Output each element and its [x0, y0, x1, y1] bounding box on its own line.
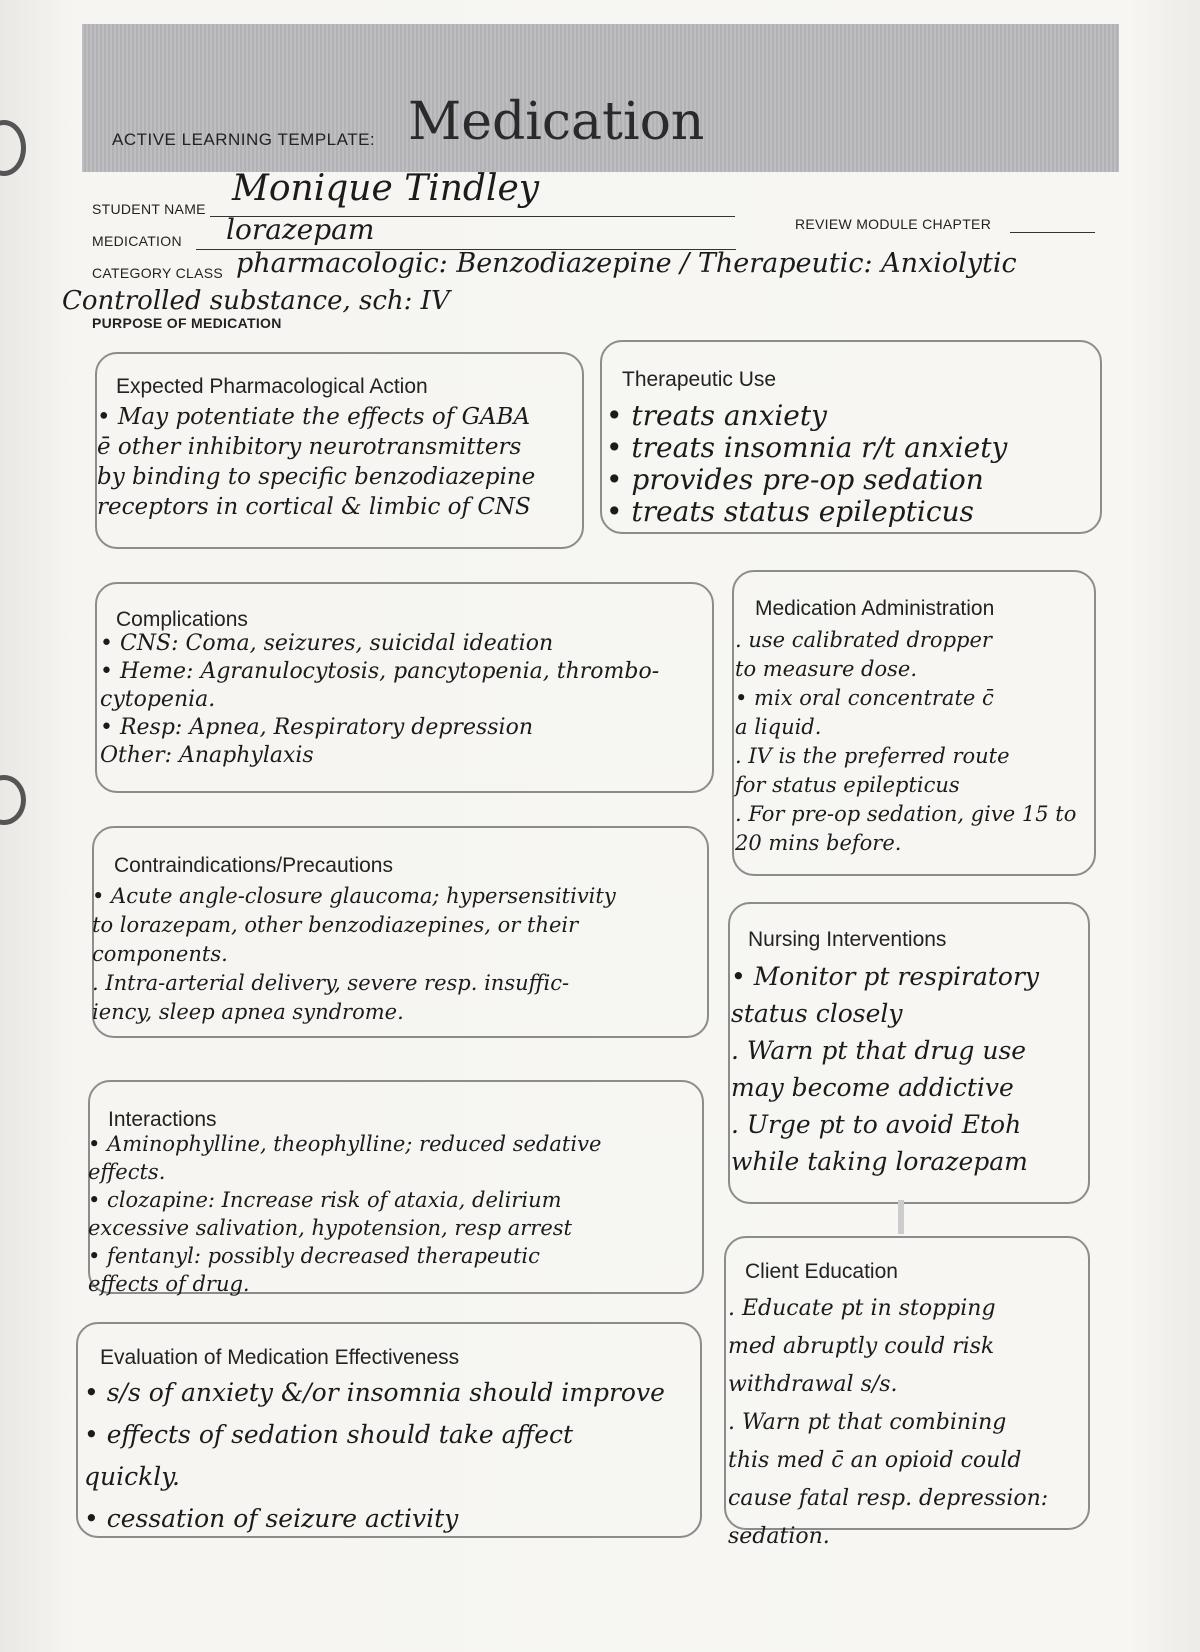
purpose-label: PURPOSE OF MEDICATION [92, 315, 282, 331]
client-education-line: med abruptly could risk [728, 1334, 995, 1359]
evaluation-text [84, 1372, 665, 1540]
contraindications-line: iency, sleep apnea syndrome. [92, 1000, 404, 1024]
client-education-line: this med c̄ an opioid could [728, 1448, 1022, 1473]
evaluation-title: Evaluation of Medication Effectiveness [100, 1346, 460, 1369]
med-admin-line: a liquid. [735, 715, 822, 739]
contraindications-line: components. [92, 942, 228, 966]
contraindications-text [92, 882, 616, 1027]
pharm-action-text [97, 402, 535, 522]
nursing-line: . Warn pt that drug use [731, 1036, 1027, 1065]
contraindications-title: Contraindications/Precautions [114, 854, 393, 877]
therapeutic-use-line: • provides pre-op sedation [606, 463, 984, 496]
interactions-line: effects. [88, 1160, 166, 1184]
interactions-line: effects of drug. [88, 1272, 250, 1296]
med-admin-text [735, 626, 1076, 858]
therapeutic-use-line: • treats status epilepticus [606, 495, 974, 528]
interactions-line: • clozapine: Increase risk of ataxia, delirium [88, 1188, 562, 1212]
pharm-action-line: • May potentiate the effects of GABA [97, 404, 531, 430]
therapeutic-use-line: • treats anxiety [606, 399, 827, 432]
med-admin-line: • mix oral concentrate c̄ [735, 686, 994, 710]
therapeutic-use-line: • treats insomnia r/t anxiety [606, 431, 1008, 464]
client-education-line: . Educate pt in stopping [728, 1296, 996, 1321]
review-module-line [1010, 232, 1095, 233]
nursing-title: Nursing Interventions [748, 928, 947, 951]
med-admin-line: to measure dose. [735, 657, 918, 681]
box-connector [898, 1200, 904, 1234]
complications-line: • CNS: Coma, seizures, suicidal ideation [100, 631, 554, 656]
template-title: Medication [408, 92, 705, 152]
evaluation-line: • s/s of anxiety &/or insomnia should improve [84, 1378, 665, 1407]
nursing-text [731, 958, 1039, 1180]
nursing-line: may become addictive [731, 1073, 1014, 1102]
client-education-title: Client Education [745, 1260, 898, 1283]
nursing-line: status closely [731, 999, 903, 1028]
pharm-action-line: receptors in cortical & limbic of CNS [97, 494, 531, 520]
template-prefix: ACTIVE LEARNING TEMPLATE: [112, 130, 376, 149]
nursing-line: while taking lorazepam [731, 1147, 1028, 1176]
pharm-action-title: Expected Pharmacological Action [116, 375, 428, 398]
evaluation-line: quickly. [84, 1462, 180, 1491]
medication-label: MEDICATION [92, 233, 182, 249]
contraindications-line: . Intra-arterial delivery, severe resp. insuffic- [92, 971, 570, 995]
complications-line: Other: Anaphylaxis [100, 743, 314, 768]
contraindications-line: • Acute angle-closure glaucoma; hypersensitivity [92, 884, 616, 908]
client-education-line: cause fatal resp. depression: [728, 1486, 1049, 1511]
interactions-title: Interactions [108, 1108, 217, 1131]
complications-line: • Resp: Apnea, Respiratory depression [100, 715, 533, 740]
pharm-action-line: ē other inhibitory neurotransmitters [97, 434, 522, 460]
client-education-line: sedation. [728, 1524, 830, 1549]
category-value: pharmacologic: Benzodiazepine / Therapeutic: Anxiolytic [236, 248, 1017, 279]
therapeutic-use-title: Therapeutic Use [622, 368, 777, 391]
therapeutic-use-text [606, 400, 1007, 528]
complications-text [100, 630, 659, 770]
contraindications-line: to lorazepam, other benzodiazepines, or their [92, 913, 579, 937]
med-admin-line: . IV is the preferred route [735, 744, 1010, 768]
evaluation-line: • effects of sedation should take affect [84, 1420, 574, 1449]
category-label: CATEGORY CLASS [92, 265, 224, 281]
medication-value: lorazepam [226, 213, 375, 246]
med-admin-line: for status epilepticus [735, 773, 960, 797]
interactions-line: • fentanyl: possibly decreased therapeutic [88, 1244, 540, 1268]
interactions-line: excessive salivation, hypotension, resp arrest [88, 1216, 572, 1240]
student-name-label: STUDENT NAME [92, 201, 206, 217]
pharm-action-line: by binding to specific benzodiazepine [97, 464, 536, 490]
client-education-line: . Warn pt that combining [728, 1410, 1007, 1435]
med-admin-line: . For pre-op sedation, give 15 to [735, 802, 1077, 826]
med-admin-title: Medication Administration [755, 597, 995, 620]
med-admin-line: . use calibrated dropper [735, 628, 992, 652]
nursing-line: . Urge pt to avoid Etoh [731, 1110, 1022, 1139]
med-admin-line: 20 mins before. [735, 831, 902, 855]
interactions-line: • Aminophylline, theophylline; reduced sedative [88, 1132, 602, 1156]
complications-line: • Heme: Agranulocytosis, pancytopenia, thrombo- [100, 659, 660, 684]
client-education-text [728, 1290, 1048, 1556]
interactions-text [88, 1130, 601, 1298]
controlled-substance: Controlled substance, sch: IV [62, 286, 450, 316]
student-name-value: Monique Tindley [232, 168, 540, 209]
complications-title: Complications [116, 608, 248, 631]
evaluation-line: • cessation of seizure activity [84, 1504, 459, 1533]
nursing-line: • Monitor pt respiratory [731, 962, 1040, 991]
complications-line: cytopenia. [100, 687, 216, 712]
client-education-line: withdrawal s/s. [728, 1372, 898, 1397]
review-module-label: REVIEW MODULE CHAPTER [795, 216, 992, 232]
